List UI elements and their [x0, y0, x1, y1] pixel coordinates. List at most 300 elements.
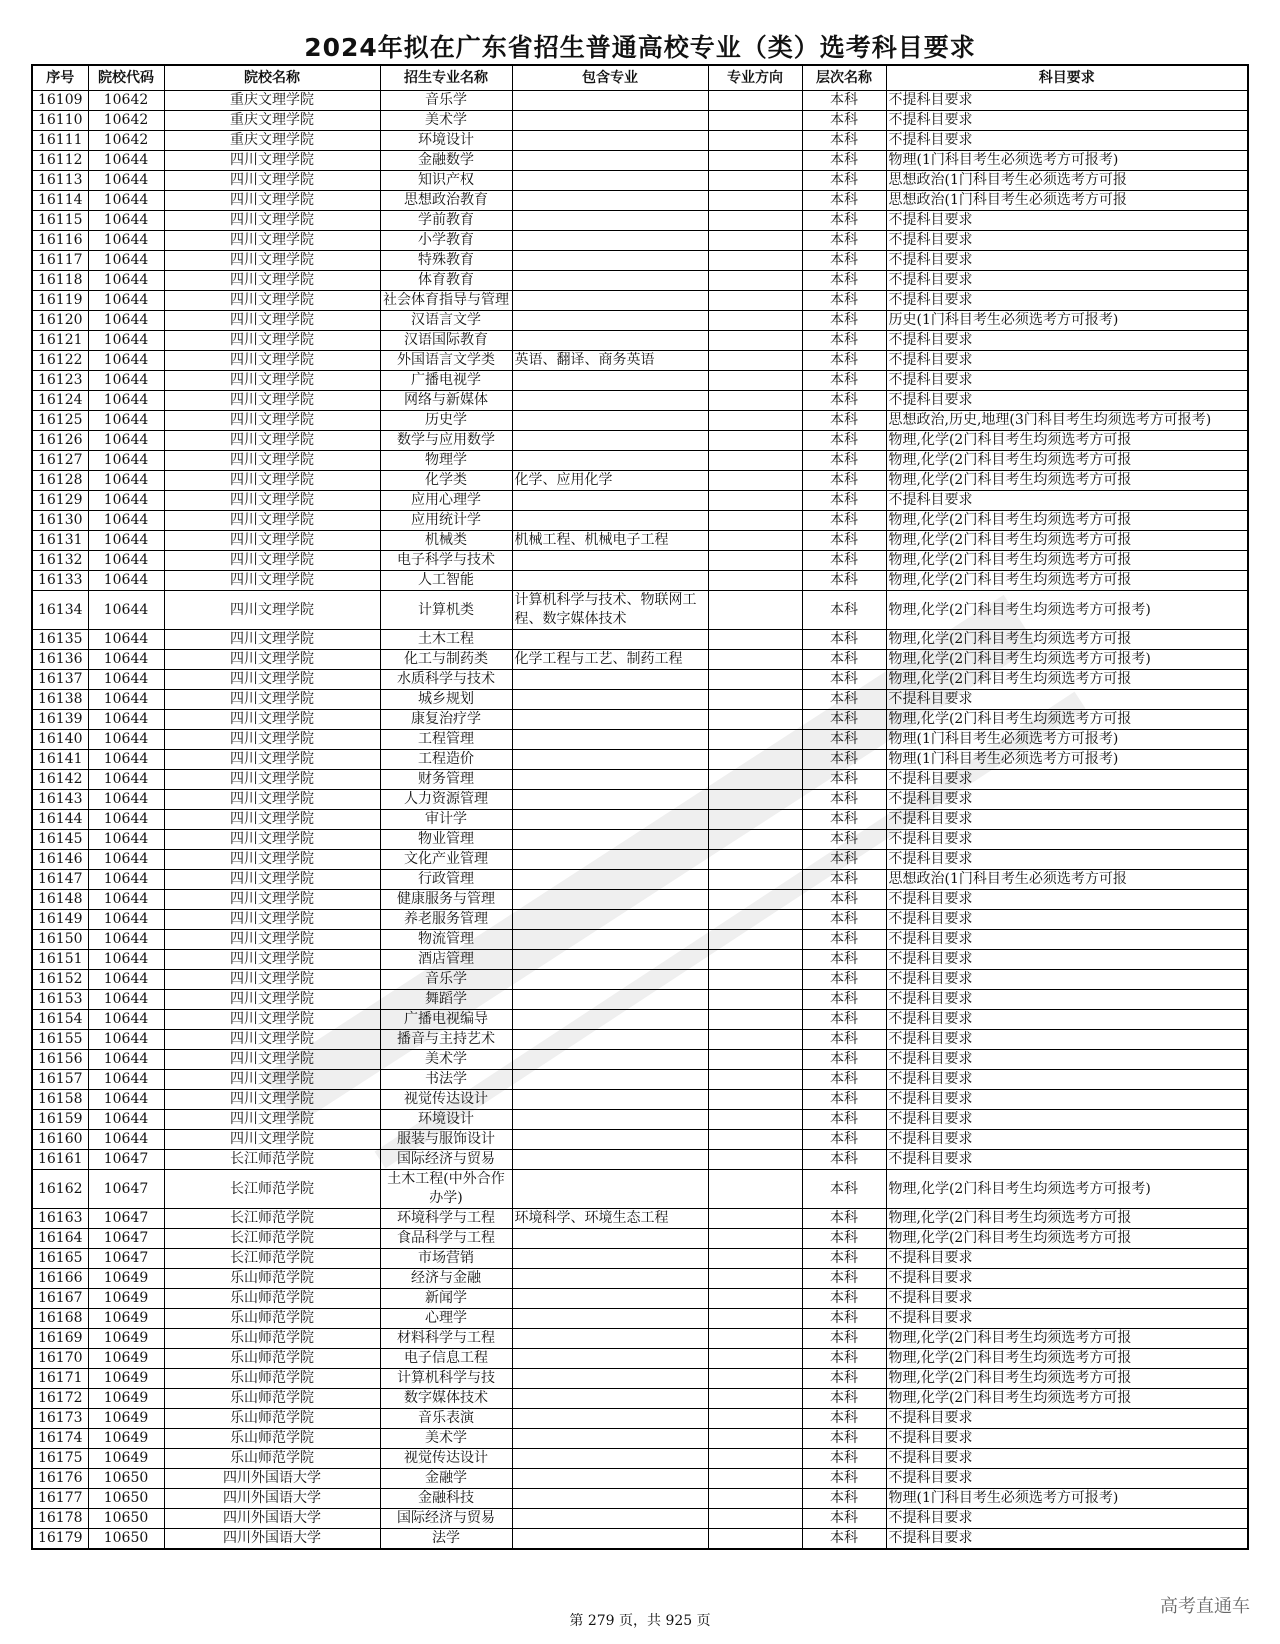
major-name-cell: 电子科学与技术 — [380, 551, 512, 571]
major-direction-cell — [708, 151, 802, 171]
major-name-cell: 财务管理 — [380, 770, 512, 790]
school-code-cell: 10644 — [88, 471, 164, 491]
school-code-cell: 10649 — [88, 1269, 164, 1289]
school-name-cell: 四川文理学院 — [164, 810, 380, 830]
subject-requirement-cell: 不提科目要求 — [886, 1030, 1248, 1050]
subject-requirement-cell: 不提科目要求 — [886, 1309, 1248, 1329]
subject-requirement-cell: 不提科目要求 — [886, 251, 1248, 271]
level-name-cell: 本科 — [802, 1449, 886, 1469]
included-majors-cell — [512, 1309, 708, 1329]
school-code-cell: 10650 — [88, 1529, 164, 1550]
major-name-cell: 视觉传达设计 — [380, 1090, 512, 1110]
table-row — [32, 551, 1248, 571]
subject-requirement-cell: 不提科目要求 — [886, 1469, 1248, 1489]
major-direction-cell — [708, 910, 802, 930]
included-majors-cell — [512, 291, 708, 311]
subject-requirement-cell: 不提科目要求 — [886, 331, 1248, 351]
row-index-cell: 16139 — [32, 710, 88, 730]
row-index-cell: 16164 — [32, 1229, 88, 1249]
subject-requirement-cell: 物理,化学(2门科目考生均须选考方可报 — [886, 471, 1248, 491]
major-name-cell: 计算机科学与技 — [380, 1369, 512, 1389]
table-row — [32, 1429, 1248, 1449]
school-code-cell: 10644 — [88, 870, 164, 890]
subject-requirement-cell: 不提科目要求 — [886, 1289, 1248, 1309]
school-name-cell: 四川文理学院 — [164, 531, 380, 551]
table-row — [32, 251, 1248, 271]
level-name-cell: 本科 — [802, 1289, 886, 1309]
subject-requirement-cell: 思想政治(1门科目考生必须选考方可报 — [886, 191, 1248, 211]
table-row — [32, 1030, 1248, 1050]
included-majors-cell — [512, 1429, 708, 1449]
table-body — [32, 91, 1248, 1550]
school-code-cell: 10644 — [88, 211, 164, 231]
school-name-cell: 四川外国语大学 — [164, 1469, 380, 1489]
school-code-cell: 10644 — [88, 251, 164, 271]
school-code-cell: 10644 — [88, 830, 164, 850]
included-majors-cell — [512, 1409, 708, 1429]
major-direction-cell — [708, 491, 802, 511]
major-direction-cell — [708, 1090, 802, 1110]
major-name-cell: 城乡规划 — [380, 690, 512, 710]
row-index-cell: 16178 — [32, 1509, 88, 1529]
column-header: 招生专业名称 — [380, 65, 512, 91]
major-name-cell: 物流管理 — [380, 930, 512, 950]
major-name-cell: 康复治疗学 — [380, 710, 512, 730]
row-index-cell: 16118 — [32, 271, 88, 291]
table-row — [32, 1409, 1248, 1429]
table-row — [32, 91, 1248, 111]
major-direction-cell — [708, 331, 802, 351]
row-index-cell: 16123 — [32, 371, 88, 391]
school-code-cell: 10649 — [88, 1349, 164, 1369]
major-name-cell: 视觉传达设计 — [380, 1449, 512, 1469]
school-name-cell: 四川外国语大学 — [164, 1489, 380, 1509]
major-direction-cell — [708, 1110, 802, 1130]
row-index-cell: 16146 — [32, 850, 88, 870]
included-majors-cell — [512, 810, 708, 830]
subject-requirement-cell: 不提科目要求 — [886, 1449, 1248, 1469]
row-index-cell: 16175 — [32, 1449, 88, 1469]
subject-requirement-cell: 物理,化学(2门科目考生均须选考方可报 — [886, 670, 1248, 690]
column-header: 序号 — [32, 65, 88, 91]
major-name-cell: 金融科技 — [380, 1489, 512, 1509]
school-name-cell: 乐山师范学院 — [164, 1349, 380, 1369]
major-direction-cell — [708, 1150, 802, 1170]
level-name-cell: 本科 — [802, 650, 886, 670]
school-code-cell: 10644 — [88, 750, 164, 770]
row-index-cell: 16152 — [32, 970, 88, 990]
major-name-cell: 音乐表演 — [380, 1409, 512, 1429]
major-direction-cell — [708, 970, 802, 990]
row-index-cell: 16110 — [32, 111, 88, 131]
major-direction-cell — [708, 1489, 802, 1509]
school-name-cell: 四川文理学院 — [164, 930, 380, 950]
included-majors-cell — [512, 1469, 708, 1489]
school-name-cell: 四川文理学院 — [164, 630, 380, 650]
school-code-cell: 10644 — [88, 850, 164, 870]
table-header-row — [32, 65, 1248, 91]
column-header: 层次名称 — [802, 65, 886, 91]
subject-requirement-cell: 物理,化学(2门科目考生均须选考方可报 — [886, 431, 1248, 451]
major-name-cell: 汉语国际教育 — [380, 331, 512, 351]
major-direction-cell — [708, 371, 802, 391]
subject-requirement-cell: 不提科目要求 — [886, 1150, 1248, 1170]
table-row — [32, 211, 1248, 231]
included-majors-cell: 化学工程与工艺、制药工程 — [512, 650, 708, 670]
school-name-cell: 四川文理学院 — [164, 371, 380, 391]
school-name-cell: 四川文理学院 — [164, 471, 380, 491]
level-name-cell: 本科 — [802, 451, 886, 471]
level-name-cell: 本科 — [802, 630, 886, 650]
table-row — [32, 910, 1248, 930]
subject-requirement-cell: 不提科目要求 — [886, 890, 1248, 910]
level-name-cell: 本科 — [802, 91, 886, 111]
school-code-cell: 10644 — [88, 630, 164, 650]
school-code-cell: 10644 — [88, 730, 164, 750]
level-name-cell: 本科 — [802, 670, 886, 690]
row-index-cell: 16127 — [32, 451, 88, 471]
school-name-cell: 四川文理学院 — [164, 411, 380, 431]
school-code-cell: 10644 — [88, 910, 164, 930]
included-majors-cell — [512, 910, 708, 930]
subject-requirement-cell: 不提科目要求 — [886, 231, 1248, 251]
level-name-cell: 本科 — [802, 551, 886, 571]
included-majors-cell — [512, 1130, 708, 1150]
major-name-cell: 审计学 — [380, 810, 512, 830]
included-majors-cell — [512, 1030, 708, 1050]
page-footer: 第 279 页，共 925 页 — [569, 1613, 711, 1629]
major-name-cell: 物理学 — [380, 451, 512, 471]
included-majors-cell — [512, 151, 708, 171]
major-direction-cell — [708, 1409, 802, 1429]
major-direction-cell — [708, 111, 802, 131]
school-name-cell: 四川文理学院 — [164, 950, 380, 970]
school-code-cell: 10644 — [88, 311, 164, 331]
subject-requirement-cell: 物理(1门科目考生必须选考方可报考) — [886, 730, 1248, 750]
school-name-cell: 乐山师范学院 — [164, 1329, 380, 1349]
school-code-cell: 10649 — [88, 1329, 164, 1349]
major-direction-cell — [708, 191, 802, 211]
subject-requirement-cell: 物理,化学(2门科目考生均须选考方可报 — [886, 451, 1248, 471]
row-index-cell: 16138 — [32, 690, 88, 710]
school-code-cell: 10644 — [88, 391, 164, 411]
school-name-cell: 四川文理学院 — [164, 191, 380, 211]
major-name-cell: 环境设计 — [380, 131, 512, 151]
major-name-cell: 养老服务管理 — [380, 910, 512, 930]
subject-requirement-cell: 不提科目要求 — [886, 1010, 1248, 1030]
school-name-cell: 重庆文理学院 — [164, 111, 380, 131]
school-code-cell: 10644 — [88, 171, 164, 191]
table-row — [32, 790, 1248, 810]
table-row — [32, 1349, 1248, 1369]
level-name-cell: 本科 — [802, 990, 886, 1010]
school-code-cell: 10644 — [88, 650, 164, 670]
school-name-cell: 长江师范学院 — [164, 1249, 380, 1269]
school-code-cell: 10649 — [88, 1389, 164, 1409]
table-row — [32, 1309, 1248, 1329]
major-name-cell: 音乐学 — [380, 91, 512, 111]
school-code-cell: 10644 — [88, 970, 164, 990]
school-name-cell: 四川文理学院 — [164, 211, 380, 231]
major-direction-cell — [708, 690, 802, 710]
major-name-cell: 材料科学与工程 — [380, 1329, 512, 1349]
row-index-cell: 16129 — [32, 491, 88, 511]
subject-requirement-cell: 不提科目要求 — [886, 131, 1248, 151]
included-majors-cell — [512, 1389, 708, 1409]
table-row — [32, 151, 1248, 171]
included-majors-cell — [512, 1229, 708, 1249]
level-name-cell: 本科 — [802, 471, 886, 491]
row-index-cell: 16161 — [32, 1150, 88, 1170]
level-name-cell: 本科 — [802, 431, 886, 451]
school-name-cell: 乐山师范学院 — [164, 1429, 380, 1449]
major-name-cell: 外国语言文学类 — [380, 351, 512, 371]
level-name-cell: 本科 — [802, 1010, 886, 1030]
table-row — [32, 511, 1248, 531]
major-name-cell: 食品科学与工程 — [380, 1229, 512, 1249]
subject-requirement-cell: 不提科目要求 — [886, 970, 1248, 990]
row-index-cell: 16142 — [32, 770, 88, 790]
major-name-cell: 化工与制药类 — [380, 650, 512, 670]
major-direction-cell — [708, 291, 802, 311]
major-name-cell: 国际经济与贸易 — [380, 1150, 512, 1170]
level-name-cell: 本科 — [802, 251, 886, 271]
table-row — [32, 650, 1248, 670]
school-name-cell: 四川文理学院 — [164, 451, 380, 471]
table-row — [32, 830, 1248, 850]
school-code-cell: 10642 — [88, 91, 164, 111]
major-direction-cell — [708, 1170, 802, 1209]
school-name-cell: 乐山师范学院 — [164, 1309, 380, 1329]
row-index-cell: 16150 — [32, 930, 88, 950]
subject-requirement-cell: 不提科目要求 — [886, 1130, 1248, 1150]
row-index-cell: 16116 — [32, 231, 88, 251]
school-name-cell: 四川文理学院 — [164, 1110, 380, 1130]
school-name-cell: 四川文理学院 — [164, 990, 380, 1010]
school-name-cell: 四川文理学院 — [164, 710, 380, 730]
school-code-cell: 10644 — [88, 1130, 164, 1150]
page-title: 2024年拟在广东省招生普通高校专业（类）选考科目要求 — [304, 33, 976, 62]
included-majors-cell — [512, 551, 708, 571]
subject-requirement-cell: 思想政治,历史,地理(3门科目考生均须选考方可报考) — [886, 411, 1248, 431]
table-row — [32, 111, 1248, 131]
level-name-cell: 本科 — [802, 1209, 886, 1229]
school-name-cell: 四川文理学院 — [164, 850, 380, 870]
major-name-cell: 汉语言文学 — [380, 311, 512, 331]
major-name-cell: 应用统计学 — [380, 511, 512, 531]
major-direction-cell — [708, 1429, 802, 1449]
major-direction-cell — [708, 551, 802, 571]
row-index-cell: 16170 — [32, 1349, 88, 1369]
school-name-cell: 四川文理学院 — [164, 730, 380, 750]
table-row — [32, 271, 1248, 291]
table-row — [32, 630, 1248, 650]
subject-requirement-cell: 物理,化学(2门科目考生均须选考方可报考) — [886, 591, 1248, 630]
major-name-cell: 工程管理 — [380, 730, 512, 750]
row-index-cell: 16126 — [32, 431, 88, 451]
major-direction-cell — [708, 1289, 802, 1309]
major-direction-cell — [708, 1010, 802, 1030]
row-index-cell: 16121 — [32, 331, 88, 351]
major-direction-cell — [708, 730, 802, 750]
subject-requirement-cell: 物理,化学(2门科目考生均须选考方可报 — [886, 1229, 1248, 1249]
table-row — [32, 471, 1248, 491]
included-majors-cell — [512, 1369, 708, 1389]
level-name-cell: 本科 — [802, 191, 886, 211]
table-row — [32, 1130, 1248, 1150]
row-index-cell: 16177 — [32, 1489, 88, 1509]
table-row — [32, 1389, 1248, 1409]
school-code-cell: 10644 — [88, 1090, 164, 1110]
level-name-cell: 本科 — [802, 790, 886, 810]
level-name-cell: 本科 — [802, 1030, 886, 1050]
table-row — [32, 591, 1248, 630]
table-row — [32, 990, 1248, 1010]
subject-requirement-cell: 物理,化学(2门科目考生均须选考方可报考) — [886, 1170, 1248, 1209]
school-name-cell: 四川文理学院 — [164, 171, 380, 191]
major-name-cell: 金融数学 — [380, 151, 512, 171]
school-code-cell: 10644 — [88, 571, 164, 591]
level-name-cell: 本科 — [802, 1389, 886, 1409]
included-majors-cell — [512, 1529, 708, 1550]
included-majors-cell — [512, 770, 708, 790]
school-code-cell: 10644 — [88, 690, 164, 710]
table-row — [32, 670, 1248, 690]
level-name-cell: 本科 — [802, 910, 886, 930]
subject-requirement-cell: 物理,化学(2门科目考生均须选考方可报 — [886, 1369, 1248, 1389]
major-direction-cell — [708, 1529, 802, 1550]
level-name-cell: 本科 — [802, 1090, 886, 1110]
major-name-cell: 法学 — [380, 1529, 512, 1550]
school-code-cell: 10647 — [88, 1170, 164, 1209]
included-majors-cell — [512, 890, 708, 910]
major-direction-cell — [708, 211, 802, 231]
subject-requirement-cell: 物理,化学(2门科目考生均须选考方可报 — [886, 630, 1248, 650]
row-index-cell: 16125 — [32, 411, 88, 431]
school-name-cell: 四川文理学院 — [164, 1010, 380, 1030]
row-index-cell: 16132 — [32, 551, 88, 571]
school-name-cell: 乐山师范学院 — [164, 1389, 380, 1409]
school-code-cell: 10644 — [88, 710, 164, 730]
school-name-cell: 四川文理学院 — [164, 231, 380, 251]
table-row — [32, 1010, 1248, 1030]
subject-requirement-cell: 物理(1门科目考生必须选考方可报考) — [886, 1489, 1248, 1509]
included-majors-cell — [512, 1010, 708, 1030]
table-row — [32, 810, 1248, 830]
subject-requirement-cell: 不提科目要求 — [886, 1429, 1248, 1449]
school-code-cell: 10644 — [88, 511, 164, 531]
level-name-cell: 本科 — [802, 1409, 886, 1429]
row-index-cell: 16131 — [32, 531, 88, 551]
table-row — [32, 690, 1248, 710]
included-majors-cell — [512, 1509, 708, 1529]
level-name-cell: 本科 — [802, 351, 886, 371]
school-name-cell: 四川文理学院 — [164, 491, 380, 511]
level-name-cell: 本科 — [802, 151, 886, 171]
major-name-cell: 人工智能 — [380, 571, 512, 591]
school-code-cell: 10644 — [88, 491, 164, 511]
subject-requirement-cell: 不提科目要求 — [886, 850, 1248, 870]
major-direction-cell — [708, 810, 802, 830]
major-name-cell: 计算机类 — [380, 591, 512, 630]
column-header: 院校名称 — [164, 65, 380, 91]
included-majors-cell — [512, 131, 708, 151]
row-index-cell: 16168 — [32, 1309, 88, 1329]
row-index-cell: 16157 — [32, 1070, 88, 1090]
row-index-cell: 16144 — [32, 810, 88, 830]
school-name-cell: 四川文理学院 — [164, 910, 380, 930]
school-name-cell: 四川文理学院 — [164, 890, 380, 910]
included-majors-cell — [512, 1449, 708, 1469]
major-name-cell: 文化产业管理 — [380, 850, 512, 870]
school-name-cell: 乐山师范学院 — [164, 1269, 380, 1289]
major-direction-cell — [708, 630, 802, 650]
school-code-cell: 10644 — [88, 371, 164, 391]
column-header: 科目要求 — [886, 65, 1248, 91]
row-index-cell: 16117 — [32, 251, 88, 271]
school-code-cell: 10644 — [88, 191, 164, 211]
table-row — [32, 1229, 1248, 1249]
table-row — [32, 750, 1248, 770]
major-name-cell: 人力资源管理 — [380, 790, 512, 810]
included-majors-cell — [512, 411, 708, 431]
row-index-cell: 16119 — [32, 291, 88, 311]
major-direction-cell — [708, 411, 802, 431]
level-name-cell: 本科 — [802, 231, 886, 251]
column-header: 包含专业 — [512, 65, 708, 91]
major-name-cell: 小学教育 — [380, 231, 512, 251]
table-row — [32, 1369, 1248, 1389]
school-code-cell: 10647 — [88, 1150, 164, 1170]
level-name-cell: 本科 — [802, 1170, 886, 1209]
school-name-cell: 四川文理学院 — [164, 1070, 380, 1090]
level-name-cell: 本科 — [802, 591, 886, 630]
school-code-cell: 10649 — [88, 1309, 164, 1329]
level-name-cell: 本科 — [802, 770, 886, 790]
school-code-cell: 10647 — [88, 1249, 164, 1269]
school-name-cell: 四川文理学院 — [164, 650, 380, 670]
subject-requirement-cell: 不提科目要求 — [886, 391, 1248, 411]
table-row — [32, 371, 1248, 391]
major-name-cell: 环境科学与工程 — [380, 1209, 512, 1229]
included-majors-cell — [512, 371, 708, 391]
school-name-cell: 长江师范学院 — [164, 1209, 380, 1229]
major-direction-cell — [708, 1449, 802, 1469]
subject-requirement-cell: 物理,化学(2门科目考生均须选考方可报 — [886, 1389, 1248, 1409]
table-row — [32, 950, 1248, 970]
major-direction-cell — [708, 1509, 802, 1529]
subject-requirement-cell: 不提科目要求 — [886, 1249, 1248, 1269]
major-direction-cell — [708, 171, 802, 191]
major-direction-cell — [708, 1269, 802, 1289]
row-index-cell: 16112 — [32, 151, 88, 171]
school-name-cell: 四川文理学院 — [164, 870, 380, 890]
school-name-cell: 四川文理学院 — [164, 291, 380, 311]
included-majors-cell — [512, 1070, 708, 1090]
included-majors-cell — [512, 431, 708, 451]
school-name-cell: 四川文理学院 — [164, 1050, 380, 1070]
included-majors-cell: 计算机科学与技术、物联网工程、数字媒体技术 — [512, 591, 708, 630]
row-index-cell: 16159 — [32, 1110, 88, 1130]
included-majors-cell — [512, 1329, 708, 1349]
row-index-cell: 16153 — [32, 990, 88, 1010]
included-majors-cell — [512, 990, 708, 1010]
row-index-cell: 16171 — [32, 1369, 88, 1389]
subject-requirement-cell: 不提科目要求 — [886, 271, 1248, 291]
school-code-cell: 10644 — [88, 411, 164, 431]
school-name-cell: 重庆文理学院 — [164, 131, 380, 151]
included-majors-cell — [512, 930, 708, 950]
